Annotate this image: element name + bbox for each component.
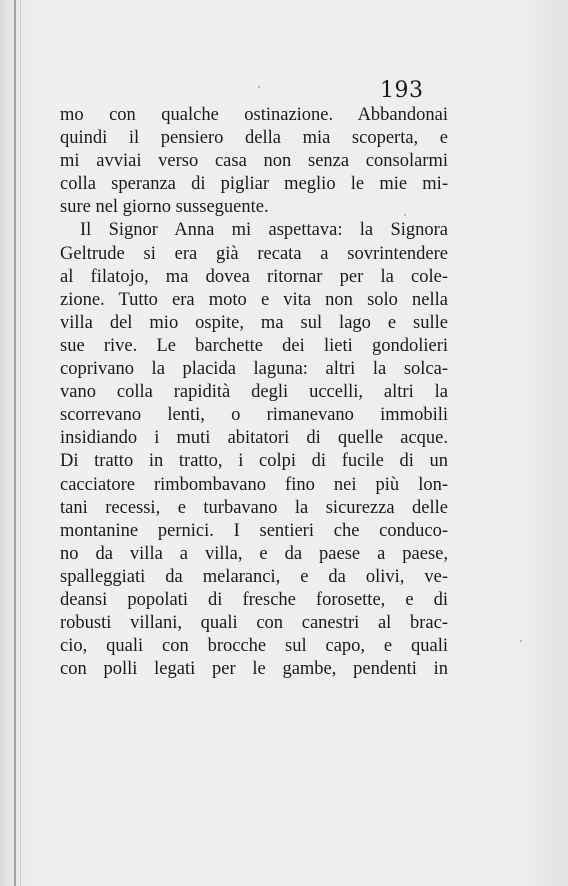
text-line: cio, quali con brocche sul capo, e quali bbox=[60, 636, 448, 657]
print-speck bbox=[404, 214, 406, 216]
text-line: insidiando i muti abitatori di quelle acque. bbox=[60, 428, 448, 449]
text-line: mi avviai verso casa non senza consolarmi bbox=[60, 151, 448, 172]
text-line: no da villa a villa, e da paese a paese, bbox=[60, 543, 448, 564]
text-line: villa del mio ospite, ma sul lago e sulle bbox=[60, 312, 448, 333]
text-line: al filatojo, ma dovea ritornar per la cole- bbox=[60, 266, 448, 287]
text-line: coprivano la placida laguna: altri la solca- bbox=[60, 359, 448, 380]
print-speck bbox=[258, 86, 260, 88]
text-line: zione. Tutto era moto e vita non solo nella bbox=[60, 289, 448, 310]
text-line: sue rive. Le barchette dei lieti gondolieri bbox=[60, 335, 448, 356]
page-gutter-edge bbox=[14, 0, 16, 886]
text-line: quindi il pensiero della mia scoperta, e bbox=[60, 128, 448, 149]
text-line: Di tratto in tratto, i colpi di fucile di un bbox=[60, 451, 448, 472]
text-line: vano colla rapidità degli uccelli, altri la bbox=[60, 382, 448, 403]
text-line: con polli legati per le gambe, pendenti in bbox=[60, 659, 448, 680]
text-line: robusti villani, quali con canestri al brac- bbox=[60, 613, 448, 634]
text-line: colla speranza di pigliar meglio le mie mi- bbox=[60, 174, 448, 195]
text-line: mo con qualche ostinazione. Abbandonai bbox=[60, 105, 448, 125]
page-gutter-shadow bbox=[20, 0, 21, 886]
print-speck bbox=[520, 640, 522, 642]
text-line: scorrevano lenti, o rimanevano immobili bbox=[60, 405, 448, 426]
text-line: spalleggiati da melaranci, e da olivi, ve- bbox=[60, 566, 448, 587]
text-line: montanine pernici. I sentieri che conduco- bbox=[60, 520, 448, 541]
text-line: Geltrude si era già recata a sovrintendere bbox=[60, 243, 448, 264]
body-text bbox=[60, 104, 448, 681]
text-line: tani recessi, e turbavano la sicurezza delle bbox=[60, 497, 448, 518]
page-number: 193 bbox=[380, 78, 424, 103]
text-line: deansi popolati di fresche forosette, e di bbox=[60, 589, 448, 610]
text-line: sure nel giorno susseguente. bbox=[60, 197, 269, 218]
text-line: cacciatore rimbombavano fino nei più lon- bbox=[60, 474, 448, 495]
text-line: Il Signor Anna mi aspettava: la Signora bbox=[80, 220, 448, 241]
